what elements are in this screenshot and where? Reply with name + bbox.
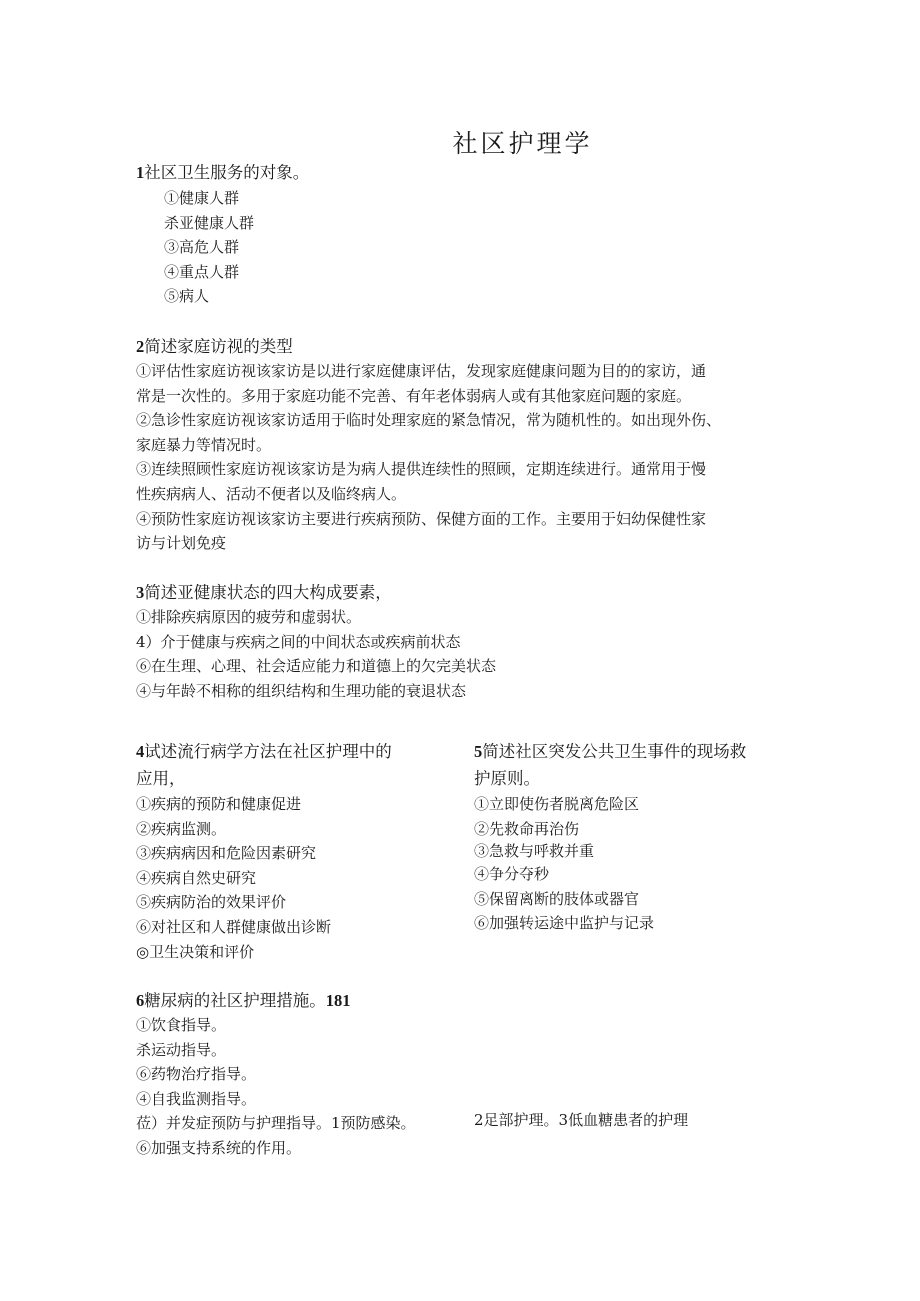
page-title: 社区护理学 <box>452 129 593 158</box>
q6-aside-text: 2足部护理。3低血糖患者的护理 <box>474 1111 689 1129</box>
q1-number: 1 <box>136 163 145 182</box>
list-item: ①健康人群 <box>164 189 240 207</box>
list-item: ⑤保留离断的肢体或器官 <box>474 889 640 908</box>
section-q4 <box>136 738 446 964</box>
list-item: 杀运动指导。 <box>136 1040 227 1059</box>
q3-heading-text: 简述亚健康状态的四大构成要素， <box>144 583 392 602</box>
list-item: ②先救命再治伤 <box>474 819 580 838</box>
list-item: ⑥药物治疗指导。 <box>136 1065 257 1084</box>
section-q1 <box>136 161 309 309</box>
list-item: ④重点人群 <box>164 262 240 281</box>
list-item: ④与年龄不相称的组织结构和生理功能的衰退状态 <box>136 681 467 700</box>
list-item: ⑤病人 <box>164 287 210 306</box>
q2-body <box>136 359 796 556</box>
paragraph-line: ②急诊性家庭访视该家访适用于临时处理家庭的紧急情况，常为随机性的。如出现外伤、 <box>136 411 722 430</box>
list-item: ⑥加强转运途中监护与记录 <box>474 914 655 933</box>
q5-heading-line2: 护原则。 <box>474 769 540 788</box>
q2-heading <box>136 335 796 359</box>
list-item: ④争分夺秒 <box>474 865 550 884</box>
q5-heading-line1: 简述社区突发公共卫生事件的现场救 <box>482 742 747 761</box>
paragraph-line: 家庭暴力等情况时。 <box>136 435 272 454</box>
paragraph-line: 访与计划免疫 <box>136 534 227 553</box>
q6-number: 6 <box>136 991 145 1010</box>
q6-page-ref: 181 <box>325 991 351 1010</box>
list-item: ②疾病监测。 <box>136 819 227 838</box>
list-item: ③急救与呼救并重 <box>474 842 595 861</box>
list-item: ③疾病病因和危险因素研究 <box>136 844 317 863</box>
q3-number: 3 <box>136 583 145 602</box>
q6-heading <box>136 989 476 1013</box>
q4-number: 4 <box>136 742 145 761</box>
list-item: ⑥在生理、心理、社会适应能力和道德上的欠完美状态 <box>136 657 497 676</box>
q3-list <box>136 605 496 703</box>
q5-list <box>474 792 804 936</box>
q6-heading-text: 糖尿病的社区护理措施。 <box>144 991 326 1010</box>
list-item: ⑥加强支持系统的作用。 <box>136 1138 302 1157</box>
q4-heading <box>136 738 446 765</box>
q4-heading-line1: 试述流行病学方法在社区护理中的 <box>144 742 392 761</box>
list-item: ④疾病自然史研究 <box>136 868 257 887</box>
q6-list <box>136 1013 476 1161</box>
list-item: ③高危人群 <box>164 238 240 257</box>
paragraph-line: ③连续照顾性家庭访视该家访是为病人提供连续性的照顾，定期连续进行。通常用于慢 <box>136 460 707 479</box>
list-item: ⑤疾病防治的效果评价 <box>136 893 287 912</box>
q1-list <box>136 186 309 309</box>
section-q6 <box>136 989 476 1161</box>
q5-heading <box>474 738 804 765</box>
q4-list <box>136 792 446 964</box>
list-item: ①排除疾病原因的疲劳和虚弱状。 <box>136 608 362 626</box>
list-item: ①饮食指导。 <box>136 1016 227 1034</box>
list-item: ④自我监测指导。 <box>136 1089 257 1108</box>
q1-heading-text: 社区卫生服务的对象。 <box>144 163 310 182</box>
list-item: ⑥对社区和人群健康做出诊断 <box>136 917 332 936</box>
list-item: 莅）并发症预防与护理指导。1预防感染。 <box>136 1114 416 1133</box>
q2-number: 2 <box>136 337 145 356</box>
q1-heading <box>136 161 309 185</box>
paragraph-line: 性疾病病人、活动不便者以及临终病人。 <box>136 484 407 503</box>
q2-heading-text: 简述家庭访视的类型 <box>144 337 293 356</box>
paragraph-line: 常是一次性的。多用于家庭功能不完善、有年老体弱病人或有其他家庭问题的家庭。 <box>136 386 692 405</box>
list-item: 杀亚健康人群 <box>164 213 255 232</box>
list-item: ◎卫生决策和评价 <box>136 942 255 961</box>
q4-heading-line2: 应用， <box>136 769 186 788</box>
list-item: 4）介于健康与疾病之间的中间状态或疾病前状态 <box>136 632 461 651</box>
list-item: ①疾病的预防和健康促进 <box>136 795 302 813</box>
section-q5 <box>474 738 804 936</box>
paragraph-line: ④预防性家庭访视该家访主要进行疾病预防、保健方面的工作。主要用于妇幼保健性家 <box>136 509 707 528</box>
paragraph-line: ①评估性家庭访视该家访是以进行家庭健康评估，发现家庭健康问题为目的的家访，通 <box>136 362 707 380</box>
q5-number: 5 <box>474 742 483 761</box>
list-item: ①立即使伤者脱离危险区 <box>474 795 640 813</box>
q3-heading <box>136 581 496 605</box>
section-q2 <box>136 335 796 556</box>
section-q3 <box>136 581 496 703</box>
